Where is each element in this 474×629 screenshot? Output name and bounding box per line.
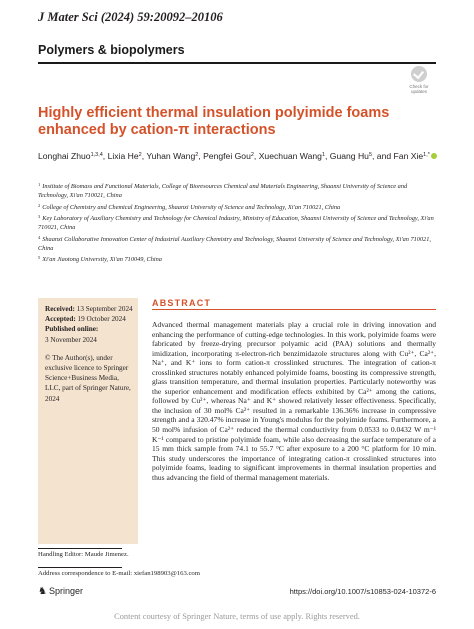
- affiliation-text: Shaanxi Collaborative Innovation Center of Industrial Auxiliary Chemistry and Technology, Shaanxi University of Science and Technology, Xi'an 710021, China: [38, 235, 431, 252]
- abstract-rule: [152, 309, 436, 310]
- author-affiliation-marker: 5: [368, 152, 373, 158]
- affiliation-number: 2: [38, 202, 41, 208]
- affiliation-text: Key Laboratory of Auxiliary Chemistry and Technology for Chemical Industry, Ministry of Education, Shaanxi University of Science and Technology, Xi'an 710021, China: [38, 215, 434, 231]
- author-name: Lixia He: [107, 151, 139, 161]
- received-date: 13 September 2024: [76, 305, 133, 313]
- author-affiliation-marker: 2: [138, 152, 142, 158]
- author-name: Pengfei Gou: [203, 151, 251, 161]
- springer-horse-icon: ♞: [38, 586, 47, 597]
- accepted-label: Accepted:: [45, 315, 76, 324]
- abstract-text: Advanced thermal management materials play a crucial role in driving innovation and enhancing the performance of cutting-edge technologies. In this work, polyimide foams were fabricated by freeze-drying precursor polyamic acid (PAA) solutions and thermally imidization, incorporating π-electron-rich benzimidazole structures along with Cu²⁺, Ca²⁺, Na⁺, and K⁺ ions to form cation-π crosslinked structures. The integration of cation-π crosslinked structures notably enhanced polyimide foams, boosting its compressive strength, glass transition temperature, and thermal insulation properties. Particularly noteworthy was the superior enhancement and modification effects exhibited by Ca²⁺ among the cations, followed by Cu²⁺, whereas Na⁺ and K⁺ showed relatively lesser effectiveness. Specifically, the inclusion of 30 mol% Ca²⁺ resulted in a remarkable 136.36% increase in compressive strength and a 320.47% increase in Young's modulus for the polyimide foams. Furthermore, a 50 mol% infusion of Ca²⁺ reduced the thermal conductivity from 0.0533 to 0.0432 W m⁻¹ K⁻¹ compared to pristine polyimide foam, while also decreasing the surface temperature of a 15 mm thick sample from 74.1 to 55.7 °C after exposure to a 200 °C platform for 10 min. This study underscores the importance of integrating cation-π crosslinked structures into polyimide foams, leading to significant improvements in thermal insulation properties and thus advancing the field of thermal management materials.: [152, 320, 436, 482]
- footnote-rule: [38, 548, 122, 549]
- footnote-rule-2: [38, 567, 122, 568]
- author-affiliation-marker: 2: [250, 152, 254, 158]
- affiliation-item: [38, 180, 438, 200]
- affiliation-list: [38, 180, 438, 265]
- header-rule: [38, 62, 436, 64]
- author-affiliation-marker: 1: [321, 152, 325, 158]
- handling-editor: Handling Editor: Maude Jimenez.: [38, 551, 129, 558]
- affiliation-number: 3: [38, 214, 41, 219]
- author-affiliation-marker: 1,3,4: [90, 152, 103, 158]
- doi-link[interactable]: https://doi.org/10.1007/s10853-024-10372-6: [289, 587, 436, 596]
- license-text: © The Author(s), under exclusive licence to Springer Science+Business Media, LLC, part of Springer Nature, 2024: [45, 353, 131, 403]
- affiliation-item: [38, 212, 438, 232]
- check-for-updates-label: Check for updates: [409, 84, 429, 94]
- affiliation-item: [38, 201, 438, 212]
- accepted-date: 19 October 2024: [77, 315, 126, 324]
- publisher-name: Springer: [48, 586, 83, 596]
- affiliation-number: 5: [38, 255, 41, 260]
- affiliation-item: [38, 233, 438, 253]
- affiliation-item: [38, 253, 438, 264]
- affiliation-text: College of Chemistry and Chemical Engineering, Shaanxi University of Science and Technology, Xi'an 710021, China: [42, 203, 341, 211]
- journal-citation: J Mater Sci (2024) 59:20092–20106: [38, 10, 223, 24]
- author-affiliation-marker: 1,*: [423, 152, 430, 158]
- abstract-heading: ABSTRACT: [152, 298, 212, 308]
- affiliation-number: 4: [38, 234, 41, 240]
- check-for-updates-icon: [411, 66, 427, 82]
- author-name: Yuhan Wang: [146, 151, 196, 161]
- section-label: Polymers & biopolymers: [38, 43, 185, 57]
- author-name: Longhai Zhuo: [38, 151, 91, 161]
- affiliation-text: Xi'an Jiaotong University, Xi'an 710049, China: [42, 256, 162, 263]
- received-label: Received:: [45, 305, 75, 313]
- affiliation-text: Institute of Biomass and Functional Materials, College of Bioresources Chemical and Materials Engineering, Shaanxi University of Science and Technology, Xi'an 710021, China: [38, 183, 408, 199]
- orcid-icon[interactable]: [431, 153, 437, 159]
- publisher-logo: [38, 586, 83, 597]
- courtesy-notice: Content courtesy of Springer Nature, terms of use apply. Rights reserved.: [114, 612, 360, 621]
- author-name: Xuechuan Wang: [258, 151, 322, 161]
- article-title: Highly efficient thermal insulation polyimide foams enhanced by cation-π interactions: [38, 105, 390, 138]
- article-history-box: [38, 298, 138, 544]
- author-list: Longhai Zhuo$^{1,3,4}$, Lixia He$^2$, Yuhan Wang$^2$, Pengfei Gou$^2$, Xuechuan Wang$^1$, Guang Hu$^5$, and Fan Xie$^{1,*}$: [38, 150, 438, 163]
- correspondence: Address correspondence to E-mail: xiefan198903@163.com: [38, 570, 200, 577]
- affiliation-number: 1: [38, 182, 41, 187]
- author-name: Fan Xie: [393, 151, 424, 161]
- author-affiliation-marker: 2: [195, 152, 199, 158]
- published-date: 3 November 2024: [45, 335, 97, 344]
- check-for-updates-button[interactable]: [404, 66, 434, 96]
- author-name: Guang Hu: [329, 151, 369, 161]
- published-label: Published online:: [45, 325, 99, 334]
